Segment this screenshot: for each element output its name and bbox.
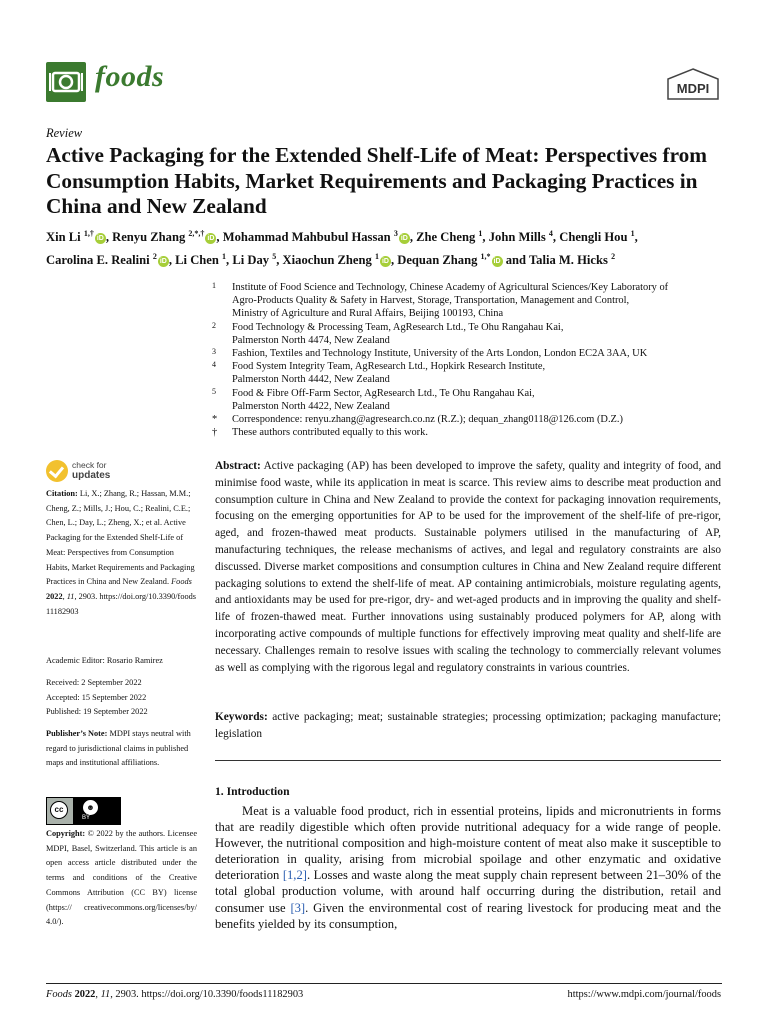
author-line-1: Xin Li $^{1,\dagger}$iD , Renyu Zhang $^{2,*,\dagger}$iD , Mohammad Mahbubul Hassan $^3$iD , Zhe Cheng $^1$, John Mills $^4$, Chengli Hou $^1$, bbox=[46, 229, 638, 244]
publisher-note bbox=[46, 727, 196, 771]
affiliation-item bbox=[212, 360, 732, 386]
author-affil: 1 bbox=[630, 229, 635, 238]
author-name[interactable]: Mohammad Mahbubul Hassan bbox=[222, 230, 391, 244]
abstract bbox=[215, 458, 721, 676]
affiliation-line: Food Technology & Processing Team, AgResearch Ltd., Te Ohu Rangahau Kai, bbox=[232, 321, 564, 333]
check-updates-line1: check for bbox=[72, 460, 107, 470]
intro-text: . Losses and waste along the meat supply chain represent between 21–30% of the total global production volume, with around half occurring during the distribution, retail and consumer use bbox=[215, 868, 721, 915]
author-name[interactable]: Renyu Zhang bbox=[112, 230, 186, 244]
author-name[interactable]: Li Day bbox=[232, 253, 270, 267]
note-line: These authors contributed equally to this work. bbox=[232, 427, 428, 439]
introduction-paragraph bbox=[215, 803, 721, 932]
citation-volume: 11 bbox=[66, 591, 75, 601]
publisher-name: MDPI bbox=[676, 81, 710, 96]
mdpi-logo[interactable] bbox=[666, 68, 720, 102]
author-affil: 3 bbox=[393, 229, 398, 238]
keywords bbox=[215, 709, 721, 743]
author-name[interactable]: Talia M. Hicks bbox=[528, 253, 608, 267]
author-affil: 2 bbox=[152, 252, 157, 261]
abstract-label: Abstract: bbox=[215, 460, 261, 472]
affiliation-item bbox=[212, 347, 732, 360]
footer-journal: Foods bbox=[46, 989, 72, 1000]
affiliation-mark: 3 bbox=[212, 347, 216, 357]
equal-contribution-note bbox=[212, 426, 732, 439]
affiliation-line: Food System Integrity Team, AgResearch Ltd., Hopkirk Research Institute, bbox=[232, 361, 546, 373]
author-affil: 1,† bbox=[83, 229, 94, 238]
citation-link[interactable]: [1,2] bbox=[282, 868, 307, 883]
journal-url-link[interactable]: https://www.mdpi.com/journal/foods bbox=[567, 989, 721, 1000]
pubnote-text: MDPI stays neutral with regard to jurisdictional claims in published maps and institutional affiliations. bbox=[46, 729, 191, 768]
orcid-icon[interactable]: iD bbox=[159, 258, 167, 265]
affiliation-line: Agro-Products Quality & Safety in Harvest, Storage, Transportation, Management and Control, bbox=[232, 295, 630, 307]
affiliation-mark: 4 bbox=[212, 360, 216, 370]
author-affil: 5 bbox=[272, 252, 277, 261]
author-name[interactable]: Zhe Cheng bbox=[416, 230, 476, 244]
keywords-label: Keywords: bbox=[215, 711, 268, 723]
affiliation-item bbox=[212, 387, 732, 413]
citation-doi-link[interactable]: https://doi.org/10.3390/foods11182903 bbox=[46, 591, 196, 616]
author-affil: 4 bbox=[548, 229, 553, 238]
keywords-text: active packaging; meat; sustainable strategies; processing optimization; packaging manufacture; legislation bbox=[215, 711, 722, 740]
journal-logo-icon bbox=[46, 62, 86, 102]
check-for-updates-button[interactable] bbox=[46, 460, 166, 484]
check-updates-label bbox=[72, 461, 110, 480]
received-date: Received: 2 September 2022 bbox=[46, 678, 142, 687]
orcid-icon[interactable]: iD bbox=[400, 235, 408, 242]
citation-label: Citation: bbox=[46, 489, 78, 498]
intro-text: Meat is a valuable food product, rich in essential proteins, lipids and micronutrients in forms that are readily digestible which often provide nutritional adequacy for a wide range of people. However, the nutritional composition and high-moisture content of meat also make it susceptible to deterioration in quality, arising from microbial spoilage and other enzymatic and oxidative deterioration bbox=[215, 804, 721, 883]
affiliation-line: Palmerston North 4442, New Zealand bbox=[232, 374, 390, 386]
footer-volume: 11 bbox=[100, 989, 111, 1000]
footer-citation: Foods 2022, 11, 2903. https://doi.org/10.3390/foods11182903 bbox=[46, 989, 304, 1000]
author-affil: 1 bbox=[374, 252, 379, 261]
affiliation-mark: 1 bbox=[212, 281, 216, 290]
cc-by-license-icon[interactable] bbox=[46, 797, 121, 825]
author-affil: 1 bbox=[478, 229, 483, 238]
copyright-block bbox=[46, 827, 197, 930]
author-affil: 1 bbox=[222, 252, 227, 261]
affiliation-line: Ministry of Agriculture and Rural Affairs, Beijing 100193, China bbox=[232, 308, 504, 320]
cc-icon: cc bbox=[50, 801, 68, 819]
affiliation-line: Palmerston North 4474, New Zealand bbox=[232, 334, 390, 346]
citation-block: Citation: Li, X.; Zhang, R.; Hassan, M.M.; Cheng, Z.; Mills, J.; Hou, C.; Realini, C.E.; Chen, L.; Day, L.; Zheng, X.; et al. Active Packaging for the Extended Shelf-Life of Meat: Perspectives from Consumption Habits, Market Requirements and Packaging Practices in China and New Zealand. Foods 2022, 11, 2903. https://doi.org/10.3390/foods11182903 bbox=[46, 489, 196, 616]
author-list bbox=[46, 224, 746, 270]
orcid-icon[interactable]: iD bbox=[381, 258, 389, 265]
citation-journal: Foods bbox=[171, 577, 192, 587]
citation-link[interactable]: [3] bbox=[290, 900, 306, 915]
orcid-icon[interactable]: iD bbox=[96, 235, 104, 242]
article-title: Active Packaging for the Extended Shelf-Life of Meat: Perspectives from Consumption Habits, Market Requirements and Packaging Practices in China and New Zealand bbox=[46, 143, 708, 218]
academic-editor: Academic Editor: Rosario Ramirez bbox=[46, 656, 163, 665]
correspondence bbox=[212, 413, 732, 426]
author-name[interactable]: Chengli Hou bbox=[559, 230, 628, 244]
intro-text: . Given the environmental cost of rearing livestock for producing meat and the benefits yielded by its consumption, bbox=[215, 900, 721, 931]
citation-text: Li, X.; Zhang, R.; Hassan, M.M.; Cheng, Z.; Mills, J.; Hou, C.; Realini, C.E.; Chen, L.; Day, L.; Zheng, X.; et al. Active Packaging for the Extended Shelf-Life of Meat: Perspectives from Consumption Habits, Market Requirements and Packaging Practices in China and New Zealand. bbox=[46, 489, 195, 587]
journal-name[interactable]: foods bbox=[95, 60, 165, 93]
author-conjunction: and bbox=[505, 253, 527, 267]
check-updates-line2: updates bbox=[72, 469, 111, 481]
footer-year: 2022 bbox=[74, 989, 96, 1000]
citation-pages: 2903. bbox=[78, 591, 98, 601]
abstract-text: Active packaging (AP) has been developed to improve the safety, quality and integrity of food, and minimise food waste, while its application in meat is scarce. This review aims to describe meat production and consumption culture in China and New Zealand to provide the context for packaging innovation requirements, focusing on the emerging opportunities for AP to be used for the improvement of the shelf-life of pre-rigor, aged, and frozen-thawed meat products. Sustainable polymers utilised in the manufacturing of AP, manufacturing techniques, the release mechanisms of actives, and legal and regulatory constraints are also discussed. Diverse market compositions and consumption cultures in China and New Zealand require different packaging solutions to extend the shelf-life of meat. AP containing antimicrobials, moisture regulating agents, and antioxidants may be used for pre-rigor, dry- and wet-aged products and in improving the quality and shelf-life of frozen-thawed meat. Further innovations using sustainably produced polymers for AP, along with incorporating active compounds of multiple functions for effectively improving meat quality and shelf-life are necessary. Challenges remain to resolve issues with scaling the technology to commercially relevant volumes as well as complying with the rigorous legal and regulatory constraints in various countries. bbox=[215, 460, 722, 674]
author-name[interactable]: Dequan Zhang bbox=[397, 253, 478, 267]
citation-year: 2022 bbox=[46, 591, 63, 601]
section-divider bbox=[215, 760, 721, 761]
published-date: Published: 19 September 2022 bbox=[46, 707, 148, 717]
article-type: Review bbox=[46, 126, 83, 140]
copyright-label: Copyright: bbox=[46, 829, 86, 838]
affiliation-mark: 2 bbox=[212, 320, 216, 330]
attribution-icon: ☻ bbox=[83, 800, 98, 815]
author-affil: 2 bbox=[611, 252, 616, 261]
by-label: BY bbox=[82, 815, 91, 821]
orcid-icon[interactable]: iD bbox=[493, 258, 501, 265]
footer-divider bbox=[46, 983, 722, 984]
affiliation-mark: † bbox=[212, 427, 218, 439]
section-heading: 1. Introduction bbox=[215, 785, 290, 798]
author-name[interactable]: Xiaochun Zheng bbox=[282, 253, 372, 267]
affiliation-mark: * bbox=[212, 414, 218, 426]
check-updates-icon bbox=[46, 460, 68, 482]
affiliation-line: Food & Fibre Off-Farm Sector, AgResearch Ltd., Te Ohu Rangahau Kai, bbox=[232, 387, 535, 399]
pubnote-label: Publisher’s Note: bbox=[46, 729, 108, 738]
orcid-icon[interactable]: iD bbox=[207, 235, 215, 242]
affiliation-line: Fashion, Textiles and Technology Institute, University of the Arts London, London EC2A 3AA, UK bbox=[232, 348, 648, 360]
affiliation-item bbox=[212, 281, 732, 321]
affiliation-mark: 5 bbox=[212, 386, 216, 396]
affiliation-line: Institute of Food Science and Technology, Chinese Academy of Agricultural Sciences/Key Laboratory of bbox=[232, 282, 669, 293]
author-affil: 2,*,† bbox=[188, 229, 205, 238]
author-name[interactable]: John Mills bbox=[488, 230, 546, 244]
affiliations bbox=[212, 281, 732, 439]
author-name[interactable]: Xin Li bbox=[46, 230, 81, 244]
author-name[interactable]: Carolina E. Realini bbox=[46, 253, 150, 267]
footer-doi[interactable]: , 2903. https://doi.org/10.3390/foods11182903 bbox=[110, 989, 304, 1000]
accepted-date: Accepted: 15 September 2022 bbox=[46, 692, 147, 702]
author-name[interactable]: Li Chen bbox=[175, 253, 219, 267]
author-affil: 1,* bbox=[480, 252, 491, 261]
article-dates bbox=[46, 676, 196, 720]
correspondence-line[interactable]: Correspondence: renyu.zhang@agresearch.co.nz (R.Z.); dequan_zhang0118@126.com (D.Z.) bbox=[232, 414, 623, 426]
copyright-text: © 2022 by the authors. Licensee MDPI, Basel, Switzerland. This article is an open access article distributed under the terms and conditions of the Creative Commons Attribution (CC BY) license (https:// creativecommons.org/licenses/by/ 4.0/). bbox=[46, 829, 197, 927]
author-line-2: Carolina E. Realini $^2$iD , Li Chen $^1$, Li Day $^5$, Xiaochun Zheng $^1$iD , Dequan Zhang $^{1,*}$iD and Talia M. Hicks $^2$ bbox=[46, 252, 616, 267]
affiliation-line: Palmerston North 4422, New Zealand bbox=[232, 400, 390, 412]
affiliation-item bbox=[212, 321, 732, 347]
